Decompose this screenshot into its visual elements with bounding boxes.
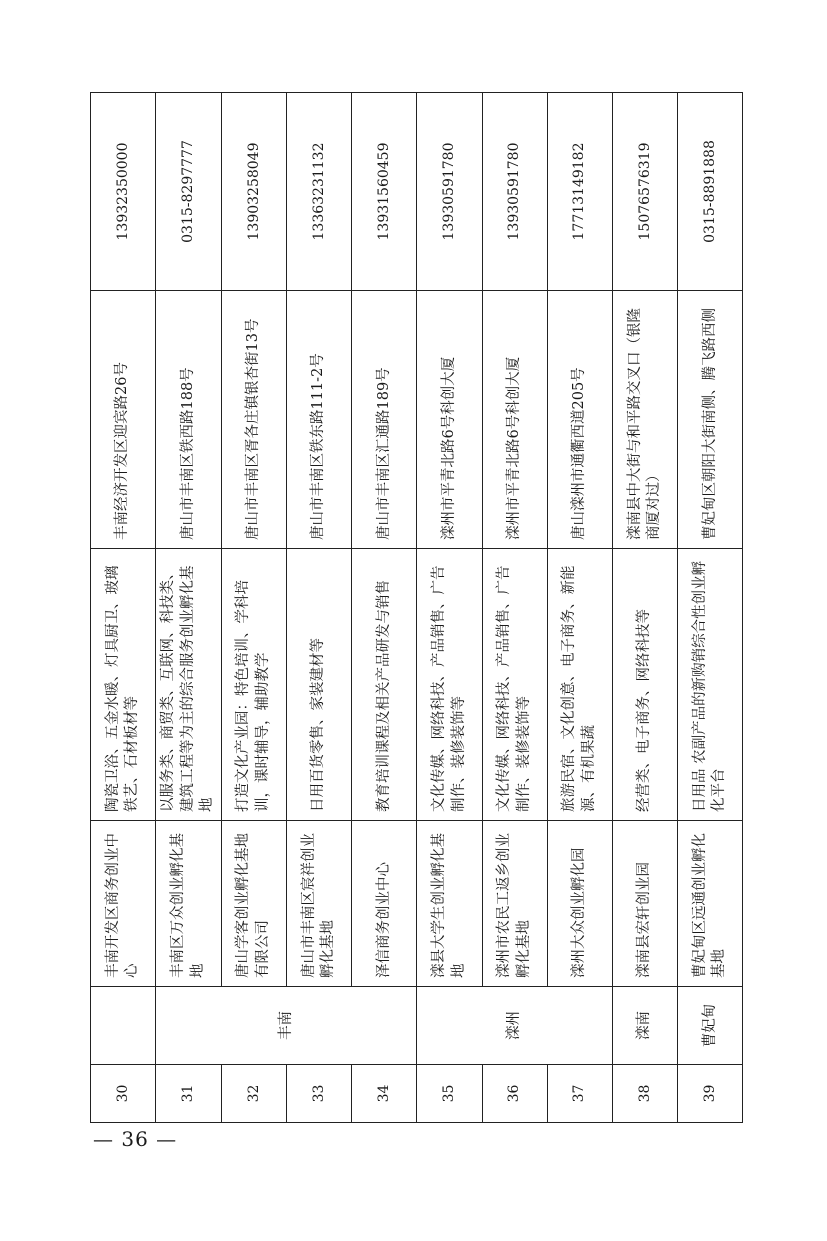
phone-number: 17713149182 — [547, 93, 612, 291]
table-row — [482, 93, 547, 1123]
business-scope: 教育培训课程及相关产品研发与销售 — [352, 549, 417, 821]
address: 唐山市丰南区胥各庄镇银杏街13号 — [221, 291, 286, 549]
phone-number: 13932350000 — [91, 93, 156, 291]
phone-number: 15076576319 — [613, 93, 678, 291]
base-name: 曹妃甸区远通创业孵化基地 — [678, 821, 743, 987]
address: 唐山市丰南区铁东路111-2号 — [287, 291, 352, 549]
row-number: 38 — [613, 1065, 678, 1123]
address: 唐山市丰南区汇通路189号 — [352, 291, 417, 549]
address: 丰南经济开发区迎宾路26号 — [91, 291, 156, 549]
phone-number: 13903258049 — [221, 93, 286, 291]
business-scope: 打造文化产业园：特色培训、学科培训，课时辅导，辅助教学 — [221, 549, 286, 821]
rotated-table-wrapper — [90, 93, 742, 1123]
row-number: 39 — [678, 1065, 743, 1123]
row-number: 33 — [287, 1065, 352, 1123]
base-name: 丰南区万众创业孵化基地 — [156, 821, 222, 987]
region-caofeidian: 曹妃甸 — [678, 987, 743, 1065]
base-name: 滦州大众创业孵化园 — [547, 821, 612, 987]
base-name: 滦南县宏轩创业园 — [613, 821, 678, 987]
row-number: 36 — [482, 1065, 547, 1123]
region-cell-blank — [91, 987, 156, 1065]
base-name: 唐山市丰南区宸祥创业孵化基地 — [287, 821, 352, 987]
phone-number: 13930591780 — [482, 93, 547, 291]
table-row — [221, 93, 286, 1123]
phone-number: 0315-8891888 — [678, 93, 743, 291]
region-fengnan: 丰南 — [156, 987, 417, 1065]
business-scope: 经营类、电子商务、网络科技等 — [613, 549, 678, 821]
base-name: 泽信商务创业中心 — [352, 821, 417, 987]
region-luanzhou: 滦州 — [417, 987, 613, 1065]
table-row — [91, 93, 156, 1123]
address: 滦南县中大街与和平路交叉口（银隆商厦对过） — [613, 291, 678, 549]
page-number: — 36 — — [93, 1127, 178, 1151]
table-row — [287, 93, 352, 1123]
row-number: 34 — [352, 1065, 417, 1123]
table-row — [417, 93, 482, 1123]
base-name: 唐山学客创业孵化基地有限公司 — [221, 821, 286, 987]
row-number: 32 — [221, 1065, 286, 1123]
address: 滦州市平青北路6号科创大厦 — [482, 291, 547, 549]
business-scope: 日用品 农副产品的新购销综合性创业孵化平台 — [678, 549, 743, 821]
address: 曹妃甸区朝阳大街南侧、腾飞路西侧 — [678, 291, 743, 549]
business-scope: 文化传媒、网络科技、产品销售、广告制作、装修装饰等 — [482, 549, 547, 821]
table-row — [156, 93, 222, 1123]
incubator-table — [90, 92, 743, 1123]
business-scope: 日用百货零售、家装建材等 — [287, 549, 352, 821]
address: 唐山市丰南区铁西路188号 — [156, 291, 222, 549]
phone-number: 13931560459 — [352, 93, 417, 291]
phone-number: 0315-8297777 — [156, 93, 222, 291]
table-row — [352, 93, 417, 1123]
address: 唐山滦州市通衢西道205号 — [547, 291, 612, 549]
row-number: 31 — [156, 1065, 222, 1123]
business-scope: 文化传媒、网络科技、产品销售、广告制作、装修装饰等 — [417, 549, 482, 821]
business-scope: 以服务类、商贸类、互联网、科技类、建筑工程等为主的综合服务创业孵化基地 — [156, 549, 222, 821]
business-scope: 陶瓷卫浴、五金水暖、灯具厨卫、玻璃铁艺、石材板材等 — [91, 549, 156, 821]
base-name: 滦州市农民工返乡创业孵化基地 — [482, 821, 547, 987]
region-luannan: 滦南 — [613, 987, 678, 1065]
row-number: 35 — [417, 1065, 482, 1123]
row-number: 30 — [91, 1065, 156, 1123]
phone-number: 13363231132 — [287, 93, 352, 291]
base-name: 丰南开发区商务创业中心 — [91, 821, 156, 987]
table-row — [613, 93, 678, 1123]
base-name: 滦县大学生创业孵化基地 — [417, 821, 482, 987]
table-row — [678, 93, 743, 1123]
row-number: 37 — [547, 1065, 612, 1123]
business-scope: 旅游民宿、文化创意、电子商务、新能源、有机果蔬 — [547, 549, 612, 821]
phone-number: 13930591780 — [417, 93, 482, 291]
table-row — [547, 93, 612, 1123]
address: 滦州市平青北路6号科创大厦 — [417, 291, 482, 549]
